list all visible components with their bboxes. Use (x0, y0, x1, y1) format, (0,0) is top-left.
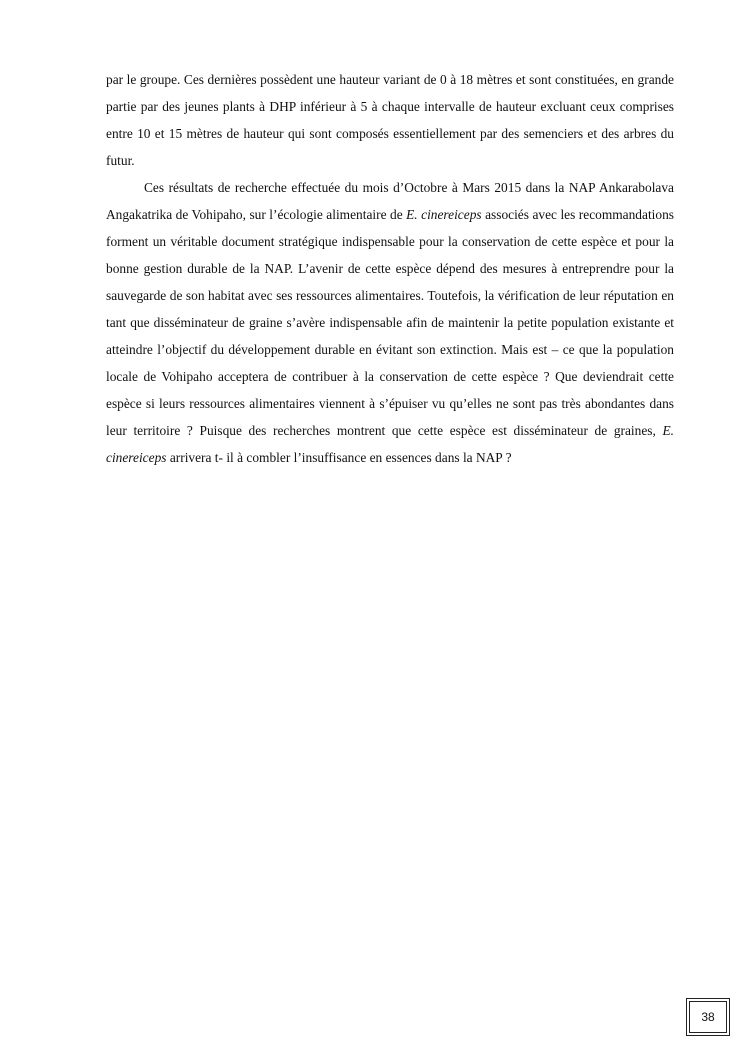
species-name: E. cinereiceps (406, 207, 482, 222)
page-number: 38 (689, 1001, 727, 1033)
species-name: E. cinereiceps (106, 423, 674, 465)
text-run: arrivera t- il à combler l’insuffisance en essences dans la NAP ? (166, 450, 512, 465)
text-run: associés avec les recommandations forment un véritable document stratégique indispensable pour la conservation de cette espèce et pour la bonne gestion durable de la NAP. L’avenir de cette espèce dépend des mesures à entreprendre pour la sauvegarde de son habitat avec ses ressources alimentaires. Toutefois, la vérification de leur réputation en tant que disséminateur de graine s’avère indispensable afin de maintenir la petite population existante et atteindre l’objectif du développement durable en évitant son extinction. Mais est – ce que la population locale de Vohipaho acceptera de contribuer à la conservation de cette espèce ? Que deviendrait cette espèce si leurs ressources alimentaires viennent à s’épuiser vu qu’elles ne sont pas très abondantes dans leur territoire ? Puisque des recherches montrent que cette espèce est disséminateur de graines, (106, 207, 674, 438)
text-run: par le groupe. Ces dernières possèdent une hauteur variant de 0 à 18 mètres et sont constituées, en grande partie par des jeunes plants à DHP inférieur à 5 à chaque intervalle de hauteur excluant ceux comprises entre 10 et 15 mètres de hauteur qui sont composés essentiellement par des semenciers et des arbres du futur. (106, 72, 674, 168)
body-text (106, 66, 674, 471)
page-number-frame (686, 998, 730, 1036)
paragraph (106, 66, 674, 174)
paragraph (106, 174, 674, 471)
text-run: Ces résultats de recherche effectuée du mois d’Octobre à Mars 2015 dans la NAP Ankarabolava Angakatrika de Vohipaho, sur l’écologie alimentaire de (106, 180, 674, 222)
